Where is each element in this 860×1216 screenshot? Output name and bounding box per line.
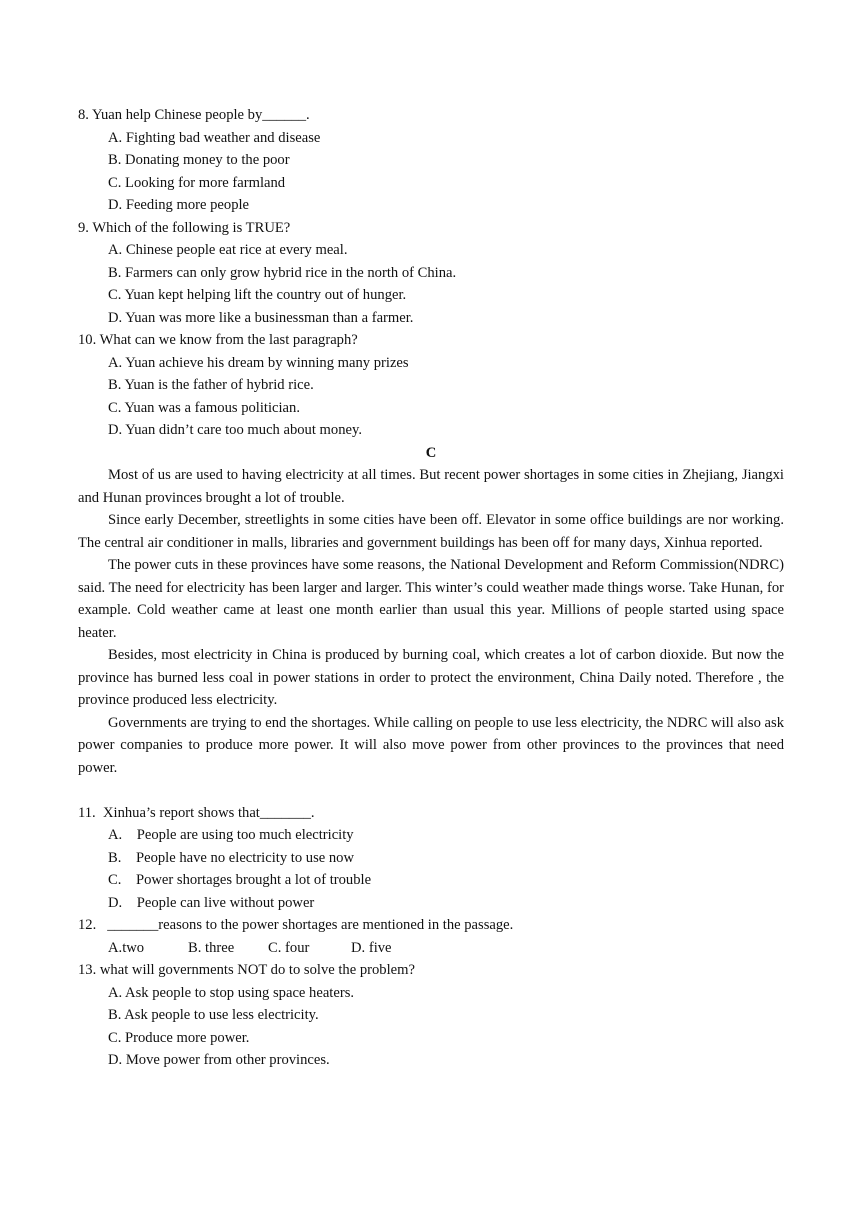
question-8-option-c: C. Looking for more farmland bbox=[108, 174, 286, 191]
question-10-option-c: C. Yuan was a famous politician. bbox=[108, 399, 300, 416]
question-10-option-d: D. Yuan didn’t care too much about money. bbox=[108, 422, 362, 438]
question-8-option-a: A. Fighting bad weather and disease bbox=[108, 129, 321, 146]
question-9-option-b: B. Farmers can only grow hybrid rice in the north of China. bbox=[108, 264, 457, 281]
passage-paragraph-4: Besides, most electricity in China is produced by burning coal, which creates a lot of carbon dioxide. But now the province has burned less coal in power stations in order to protect the environment, China Daily noted. Therefore , the province produced less electricity. bbox=[78, 647, 784, 708]
passage-paragraph-1: Most of us are used to having electricity at all times. But recent power shortages in some cities in Zhejiang, Jiangxi and Hunan provinces brought a lot of trouble. bbox=[78, 467, 784, 506]
question-9-stem: 9. Which of the following is TRUE? bbox=[78, 219, 291, 236]
passage-paragraph-2: Since early December, streetlights in some cities have been off. Elevator in some office buildings are nor working. The central air conditioner in malls, libraries and government buildings has been off for many days, Xinhua reported. bbox=[78, 512, 784, 551]
question-12-option-c: C. four bbox=[268, 939, 310, 956]
question-11-option-d: D. People can live without power bbox=[108, 894, 315, 911]
question-11-option-b: B. People have no electricity to use now bbox=[108, 849, 355, 866]
question-13-option-a: A. Ask people to stop using space heaters. bbox=[108, 984, 355, 1001]
question-11-option-c: C. Power shortages brought a lot of trouble bbox=[108, 872, 372, 888]
section-heading: C bbox=[425, 444, 437, 461]
question-12-option-b: B. three bbox=[188, 939, 235, 956]
question-11-option-a: A. People are using too much electricity bbox=[108, 827, 354, 843]
question-9-option-c: C. Yuan kept helping lift the country out of hunger. bbox=[108, 287, 407, 303]
question-9-option-a: A. Chinese people eat rice at every meal. bbox=[108, 242, 348, 258]
question-12-options bbox=[78, 937, 784, 960]
question-8-option-b: B. Donating money to the poor bbox=[108, 152, 290, 168]
passage-paragraph-3: The power cuts in these provinces have some reasons, the National Development and Reform Commission(NDRC) said. The need for electricity has been larger and larger. This winter’s could weather made things worse. Take Hunan, for example. Cold weather came at least one month earlier than usual this year. Millions of people started using space heater. bbox=[78, 557, 784, 641]
question-11-stem: 11. Xinhua’s report shows that_______. bbox=[78, 804, 315, 821]
spacer bbox=[78, 779, 784, 802]
question-13-option-c: C. Produce more power. bbox=[108, 1029, 250, 1046]
question-10-stem: 10. What can we know from the last paragraph? bbox=[78, 332, 358, 348]
question-12-option-a: A.two bbox=[108, 939, 145, 956]
passage-paragraph-5: Governments are trying to end the shortages. While calling on people to use less electricity, the NDRC will also ask power companies to produce more power. It will also move power from other provinces to the provinces that need power. bbox=[78, 714, 785, 776]
question-10-option-a: A. Yuan achieve his dream by winning many prizes bbox=[108, 354, 409, 371]
question-10-option-b: B. Yuan is the father of hybrid rice. bbox=[108, 377, 314, 393]
question-13-option-d: D. Move power from other provinces. bbox=[108, 1052, 330, 1068]
question-12-option-d: D. five bbox=[351, 939, 392, 956]
document-page bbox=[78, 104, 784, 1072]
question-9-option-d: D. Yuan was more like a businessman than a farmer. bbox=[108, 309, 414, 326]
question-12-stem: 12. _______reasons to the power shortages are mentioned in the passage. bbox=[78, 917, 514, 933]
question-13-option-b: B. Ask people to use less electricity. bbox=[108, 1007, 319, 1023]
question-8-stem: 8. Yuan help Chinese people by______. bbox=[78, 107, 310, 123]
question-8-option-d: D. Feeding more people bbox=[108, 197, 250, 213]
question-13-stem: 13. what will governments NOT do to solve the problem? bbox=[78, 962, 415, 978]
